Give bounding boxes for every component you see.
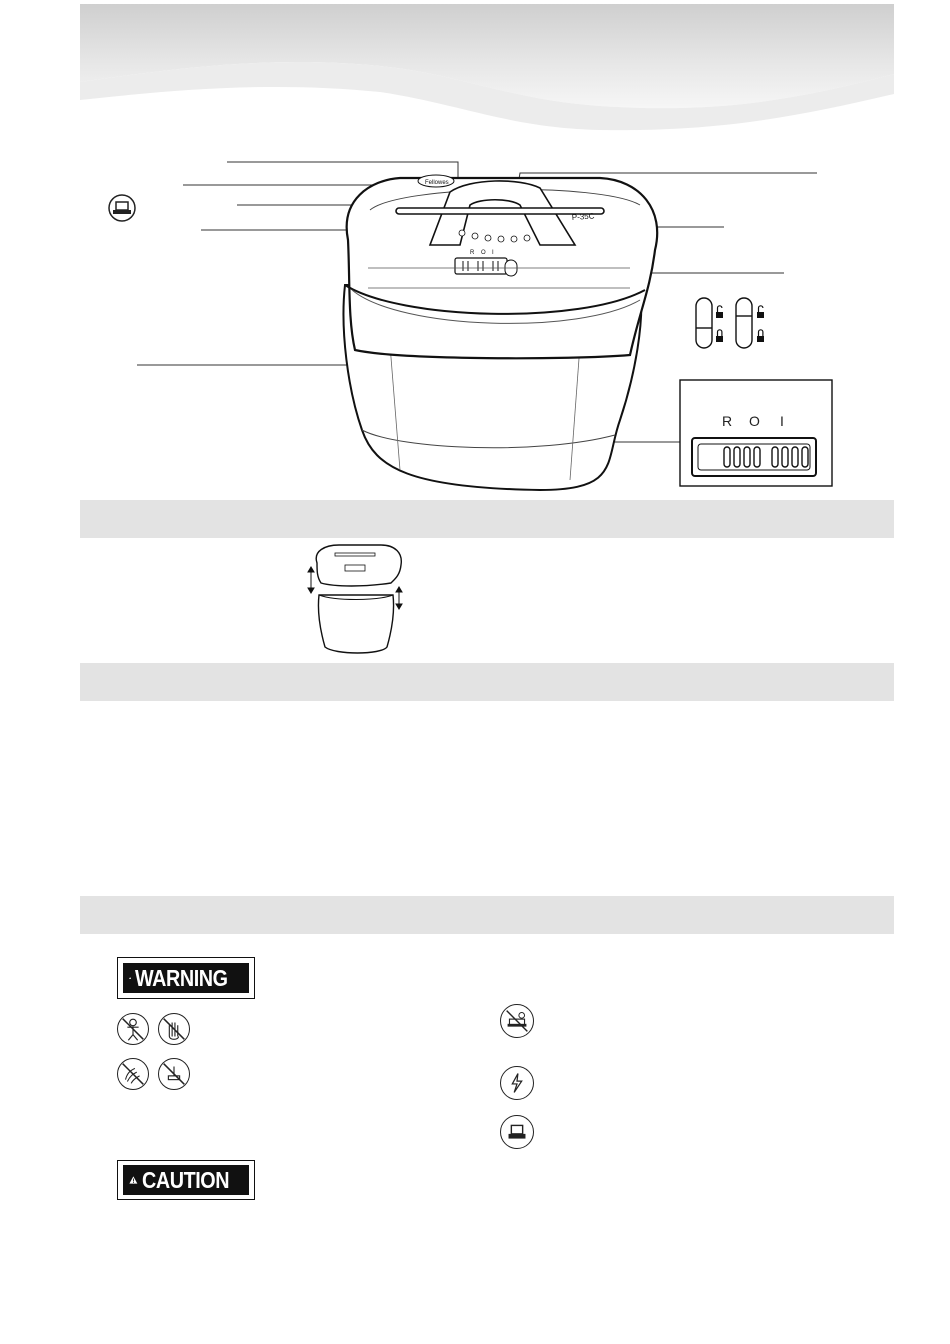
paper-entry-icon-2	[500, 1115, 534, 1149]
electric-hazard-icon	[500, 1066, 534, 1100]
paper-entry-icon	[109, 195, 135, 221]
no-hands-icon	[158, 1013, 190, 1045]
no-sprays-icon	[158, 1058, 190, 1090]
lock-indicator-right	[736, 298, 752, 348]
panel-letter-o: O	[749, 413, 760, 429]
shredder-diagram	[100, 150, 840, 500]
no-hair-icon	[117, 1058, 149, 1090]
section-band-1	[80, 500, 894, 538]
section-band-3	[80, 896, 894, 934]
header-banner	[80, 4, 894, 138]
basket-assembly-illustration	[305, 543, 410, 658]
no-children-icon	[117, 1013, 149, 1045]
lock-indicator-left	[696, 298, 712, 348]
head-letter-r: R	[470, 250, 475, 256]
panel-letter-i: I	[780, 413, 784, 429]
svg-text:P-35C: P-35C	[571, 211, 595, 222]
svg-text:Fellowes: Fellowes	[425, 180, 449, 186]
panel-letter-r: R	[722, 413, 733, 429]
head-letter-o: O	[481, 250, 486, 256]
caution-label: CAUTION	[141, 1166, 229, 1193]
head-letter-i: I	[492, 250, 494, 256]
warning-label: WARNING	[135, 964, 228, 991]
no-aerosol-icon	[500, 1004, 534, 1038]
caution-triangle-icon	[129, 1169, 138, 1191]
warning-sign	[117, 957, 255, 999]
caution-sign	[117, 1160, 255, 1200]
warning-triangle-icon	[129, 967, 131, 989]
section-band-2	[80, 663, 894, 701]
